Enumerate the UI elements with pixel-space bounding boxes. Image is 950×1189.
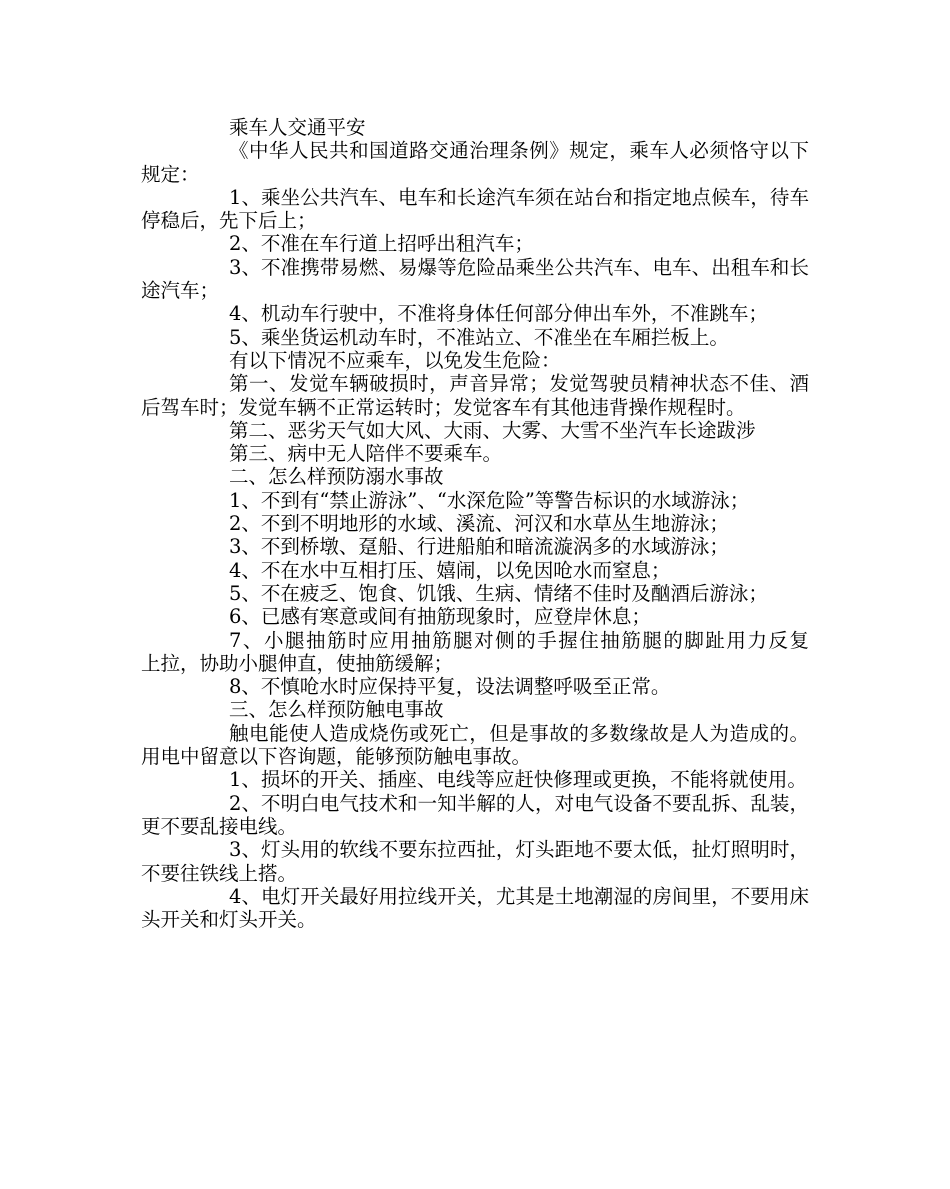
paragraph: 第三、病中无人陪伴不要乘车。 [229, 442, 503, 466]
paragraph: 1、损坏的开关、插座、电线等应赶快修理或更换，不能将就使用。 [229, 768, 807, 792]
paragraph: 1、乘坐公共汽车、电车和长途汽车须在站台和指定地点候车，待车停稳后，先下后上； [141, 185, 809, 233]
paragraph: 2、不明白电气技术和一知半解的人，对电气设备不要乱拆、乱装，更不要乱接电线。 [141, 791, 809, 838]
paragraph: 第二、恶劣天气如大风、大雨、大雾、大雪不坐汽车长途跋涉 [229, 418, 756, 442]
paragraph: 4、机动车行驶中，不准将身体任何部分伸出车外，不准跳车； [229, 302, 768, 326]
paragraph: 5、不在疲乏、饱食、饥饿、生病、情绪不佳时及酗酒后游泳； [229, 581, 768, 605]
paragraph: 5、乘坐货运机动车时，不准站立、不准坐在车厢拦板上。 [229, 325, 729, 349]
paragraph: 7、小腿抽筋时应用抽筋腿对侧的手握住抽筋腿的脚趾用力反复 上拉，协助小腿伸直，使抽筋缓解； [141, 628, 834, 675]
paragraph: 2、不准在车行道上招呼出租汽车； [229, 232, 534, 256]
section-heading: 三、怎么样预防触电事故 [229, 698, 444, 722]
document-body [141, 116, 834, 932]
paragraph: 2、不到不明地形的水域、溪流、河汉和水草丛生地游泳； [229, 512, 729, 536]
paragraph: 3、不到桥墩、趸船、行进船舶和暗流漩涡多的水域游泳； [229, 535, 729, 559]
paragraph: 触电能使人造成烧伤或死亡，但是事故的多数缘故是人为造成的。用电中留意以下咨询题，能够预防触电事故。 [141, 721, 809, 769]
paragraph: 1、不到有“禁止游泳”、“水深危险”等警告标识的水域游泳； [229, 488, 750, 512]
document-title: 乘车人交通平安 [229, 116, 366, 139]
paragraph: 第一、发觉车辆破损时，声音异常；发觉驾驶员精神状态不佳、酒后驾车时；发觉车辆不正常运转时；发觉客车有其他违背操作规程时。 [141, 372, 809, 419]
paragraph: 《中华人民共和国道路交通治理条例》规定，乘车人必须恪守以下规定： [141, 139, 809, 186]
paragraph: 4、不在水中互相打压、嬉闹，以免因呛水而窒息； [229, 558, 671, 582]
paragraph: 3、不准携带易燃、易爆等危险品乘坐公共汽车、电车、出租车和长途汽车； [141, 255, 809, 303]
paragraph: 4、电灯开关最好用拉线开关，尤其是土地潮湿的房间里，不要用床头开关和灯头开关。 [141, 884, 809, 932]
paragraph: 6、已感有寒意或间有抽筋现象时，应登岸休息； [229, 605, 651, 629]
paragraph: 8、不慎呛水时应保持平复，设法调整呼吸至正常。 [229, 675, 671, 699]
paragraph: 有以下情况不应乘车，以免发生危险： [229, 348, 561, 372]
paragraph: 3、灯头用的软线不要东拉西扯，灯头距地不要太低，扯灯照明时，不要往铁线上搭。 [141, 838, 809, 885]
section-heading: 二、怎么样预防溺水事故 [229, 465, 444, 489]
